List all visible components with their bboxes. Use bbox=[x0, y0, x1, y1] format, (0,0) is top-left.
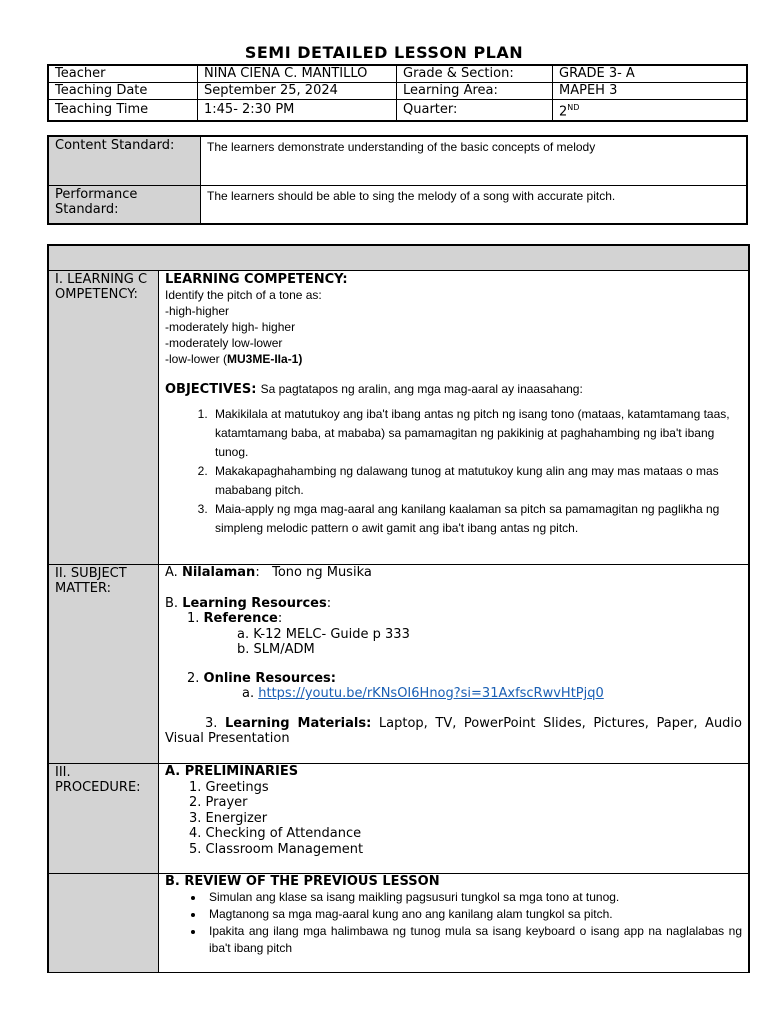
competency-code: MU3ME-IIa-1) bbox=[227, 352, 303, 366]
resources-prefix: B. bbox=[165, 595, 179, 611]
online-resource-item bbox=[165, 686, 742, 702]
youtube-link[interactable]: https://youtu.be/rKNsOI6Hnog?si=31AxfscRwvHtPjq0 bbox=[258, 686, 604, 701]
quarter-value-cell bbox=[553, 100, 748, 122]
lesson-plan-table bbox=[47, 244, 750, 973]
header-row-time bbox=[48, 100, 747, 122]
learning-area-label: Learning Area: bbox=[397, 83, 553, 100]
header-row-date bbox=[48, 83, 747, 100]
content-line: A. Nilalaman: Tono ng Musika bbox=[165, 565, 372, 580]
content-prefix: A. bbox=[165, 565, 178, 580]
quarter-value: 2 bbox=[559, 104, 568, 120]
review-row bbox=[48, 874, 749, 973]
teaching-date-label: Teaching Date bbox=[48, 83, 198, 100]
competency-line: -moderately low-lower bbox=[165, 336, 283, 350]
competency-content bbox=[159, 271, 750, 565]
competency-row bbox=[48, 271, 749, 565]
content-standard-value: The learners demonstrate understanding of the basic concepts of melody bbox=[201, 136, 748, 185]
teacher-label: Teacher bbox=[48, 65, 198, 83]
competency-section-label bbox=[48, 271, 159, 565]
objectives-list bbox=[165, 405, 742, 538]
header-band-row bbox=[48, 245, 749, 271]
competency-line: -moderately high- higher bbox=[165, 320, 296, 334]
competency-label-text: I. LEARNING COMPETENCY: bbox=[55, 272, 148, 302]
reference-item: a. K-12 MELC- Guide p 333 bbox=[237, 626, 410, 642]
standards-table bbox=[47, 135, 748, 225]
materials-label: Learning Materials: bbox=[225, 715, 372, 731]
reference-prefix: 1. bbox=[187, 611, 200, 626]
quarter-suffix: ND bbox=[567, 103, 580, 112]
preliminary-item: 1. Greetings bbox=[189, 779, 269, 795]
teaching-time-value: 1:45- 2:30 PM bbox=[198, 100, 397, 122]
materials-value: Laptop, TV, PowerPoint Slides, Pictures, Paper, Audio Visual Presentation bbox=[165, 715, 742, 746]
content-standard-label: Content Standard: bbox=[48, 136, 201, 185]
materials-prefix: 3. bbox=[205, 715, 218, 731]
review-item: • Ipakita ang ilang mga halimbawa ng tunog mula sa isang keyboard o isang app na naglalabas ng iba't ibang pitch bbox=[205, 923, 742, 957]
procedure-label: III. PROCEDURE: bbox=[48, 764, 159, 874]
quarter-label: Quarter: bbox=[397, 100, 553, 122]
online-prefix: 2. bbox=[187, 670, 200, 686]
review-label-cell bbox=[48, 874, 159, 973]
objective-item: 1. Makikilala at matutukoy ang iba't ibang antas ng pitch ng isang tono (mataas, katamtamang taas, katamtamang baba, at mababa) sa pamamagitan ng pakikinig at paghahambing ng iba't ibang tunog. bbox=[211, 405, 742, 462]
review-item: • Simulan ang klase sa isang maikling pagsusuri tungkol sa mga tono at tunog. bbox=[205, 889, 742, 906]
teaching-time-label: Teaching Time bbox=[48, 100, 198, 122]
content-label: Nilalaman bbox=[181, 565, 256, 580]
objective-item: 3. Maia-apply ng mga mag-aaral ang kanilang kaalaman sa pitch sa pamamagitan ng paglikha ng simpleng melodic pattern o awit gamit ang iba't ibang antas ng pitch. bbox=[211, 500, 742, 538]
online-label: Online Resources: bbox=[203, 670, 336, 686]
header-info-table bbox=[47, 64, 748, 122]
review-content bbox=[159, 874, 750, 973]
document-title: SEMI DETAILED LESSON PLAN bbox=[244, 43, 524, 62]
reference-label: Reference bbox=[203, 611, 278, 626]
preliminary-item: 5. Classroom Management bbox=[189, 841, 364, 857]
online-resources-line bbox=[165, 671, 742, 687]
performance-standard-row bbox=[48, 185, 747, 224]
objectives-header bbox=[165, 381, 742, 397]
header-row-teacher bbox=[48, 65, 747, 83]
materials-line bbox=[165, 716, 742, 747]
performance-standard-value: The learners should be able to sing the melody of a song with accurate pitch. bbox=[201, 185, 748, 224]
procedure-row bbox=[48, 764, 749, 874]
learning-area-value: MAPEH 3 bbox=[553, 83, 748, 100]
competency-intro: Identify the pitch of a tone as: bbox=[165, 288, 322, 302]
objectives-intro: Sa pagtatapos ng aralin, ang mga mag-aaral ay inaasahang: bbox=[260, 382, 583, 396]
subject-matter-row bbox=[48, 565, 749, 764]
subject-matter-label: II. SUBJECT MATTER: bbox=[48, 565, 159, 764]
teacher-value: NINA CIENA C. MANTILLO bbox=[198, 65, 397, 83]
competency-last-line bbox=[165, 351, 742, 367]
header-band bbox=[48, 245, 749, 271]
grade-section-value: GRADE 3- A bbox=[553, 65, 748, 83]
performance-standard-label: Performance Standard: bbox=[48, 185, 201, 224]
reference-item: b. SLM/ADM bbox=[237, 642, 315, 657]
review-list bbox=[165, 889, 742, 957]
subject-matter-content bbox=[159, 565, 750, 764]
teaching-date-value: September 25, 2024 bbox=[198, 83, 397, 100]
review-item: • Magtanong sa mga mag-aaral kung ano ang kanilang alam tungkol sa pitch. bbox=[205, 906, 742, 923]
reference-line: 1. Reference: bbox=[187, 611, 283, 626]
preliminary-item: 3. Energizer bbox=[189, 810, 268, 826]
review-heading: B. REVIEW OF THE PREVIOUS LESSON bbox=[165, 874, 440, 889]
objective-item: 2. Makakapaghahambing ng dalawang tunog at matutukoy kung alin ang may mas mataas o mas mababang pitch. bbox=[211, 462, 742, 500]
content-standard-row bbox=[48, 136, 747, 185]
online-item-prefix: a. bbox=[242, 686, 255, 701]
preliminaries-heading: A. PRELIMINARIES bbox=[165, 764, 299, 779]
preliminary-item: 4. Checking of Attendance bbox=[189, 826, 362, 841]
resources-label: Learning Resources bbox=[182, 595, 327, 611]
competency-line: -low-lower ( bbox=[165, 352, 228, 366]
resources-line: B. Learning Resources: bbox=[165, 595, 332, 611]
procedure-content bbox=[159, 764, 750, 874]
competency-heading: LEARNING COMPETENCY: bbox=[165, 272, 348, 287]
objectives-heading: OBJECTIVES: bbox=[165, 382, 257, 397]
grade-section-label: Grade & Section: bbox=[397, 65, 553, 83]
content-value: Tono ng Musika bbox=[272, 565, 372, 580]
preliminary-item: 2. Prayer bbox=[189, 795, 248, 810]
competency-line: -high-higher bbox=[165, 304, 230, 318]
